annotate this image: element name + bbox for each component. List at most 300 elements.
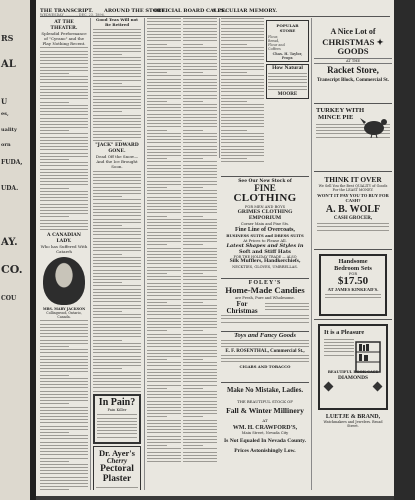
text-line	[40, 121, 88, 122]
text-line	[40, 324, 88, 325]
ad-body	[321, 293, 385, 298]
text-line	[40, 79, 88, 80]
text-line	[147, 362, 181, 363]
text-line	[40, 162, 88, 163]
text-line	[97, 437, 137, 438]
text-line	[183, 251, 217, 252]
text-line	[93, 368, 122, 369]
text-line	[93, 343, 141, 344]
text-line	[183, 257, 217, 258]
text-line	[147, 149, 181, 150]
text-line	[317, 230, 389, 231]
text-line	[265, 309, 309, 310]
text-line	[93, 228, 141, 229]
text-line	[147, 177, 181, 178]
text-line	[40, 191, 88, 192]
ad-headline: Home-Made Candies	[225, 285, 305, 296]
text-line	[147, 37, 181, 38]
text-line	[147, 461, 181, 462]
text-line	[40, 200, 88, 201]
ad-address: Transcript Block, Commercial St.	[317, 77, 389, 83]
text-line	[183, 228, 217, 229]
text-line	[221, 63, 264, 64]
column-rule	[144, 18, 145, 490]
text-line	[93, 301, 141, 302]
text-line	[147, 327, 181, 328]
text-line	[40, 429, 88, 430]
text-line	[93, 57, 141, 58]
text-line	[147, 24, 181, 25]
text-line	[183, 273, 203, 274]
text-line	[147, 142, 181, 143]
text-line	[147, 101, 167, 102]
article-heading: "JACK" EDWARD GONE.	[95, 143, 139, 154]
text-line	[147, 107, 181, 108]
text-line	[183, 388, 203, 389]
pain-killer-ad	[93, 394, 141, 444]
text-line	[268, 82, 307, 83]
text-line	[147, 378, 181, 379]
text-line	[183, 177, 217, 178]
text-line	[147, 72, 167, 73]
column-rule	[219, 18, 220, 158]
text-line	[183, 139, 217, 140]
text-line	[268, 86, 307, 87]
text-line	[93, 89, 141, 90]
text-line	[147, 130, 167, 131]
text-line	[40, 216, 69, 217]
text-line	[40, 194, 88, 195]
text-line	[93, 257, 141, 258]
text-line	[183, 142, 217, 143]
ad-line: NECKTIES, GLOVES, UMBRELLAS.	[232, 264, 298, 269]
text-line	[183, 95, 217, 96]
text-line	[40, 435, 88, 436]
text-line	[147, 276, 181, 277]
text-line	[147, 413, 181, 414]
article-body	[221, 18, 264, 162]
text-line	[221, 104, 264, 105]
text-line	[93, 86, 141, 87]
text-line	[183, 340, 217, 341]
text-line	[183, 299, 217, 300]
text-line	[324, 351, 354, 352]
text-line	[147, 410, 181, 411]
text-line	[183, 378, 217, 379]
text-line	[40, 327, 88, 328]
text-line	[183, 222, 217, 223]
text-line	[183, 429, 217, 430]
text-line	[93, 254, 122, 255]
prev-page-text: es,	[1, 111, 9, 117]
text-line	[40, 82, 88, 83]
ad-store-name: AT JAMES KINKEAD'S.	[327, 286, 379, 292]
ad-body	[221, 355, 309, 362]
text-line	[183, 254, 217, 255]
text-line	[93, 51, 141, 52]
text-line	[183, 455, 217, 456]
text-line	[40, 480, 88, 481]
text-line	[93, 311, 122, 312]
text-line	[221, 355, 309, 356]
text-line	[183, 404, 217, 405]
text-line	[183, 66, 217, 67]
text-line	[183, 155, 217, 156]
text-line	[147, 91, 181, 92]
text-line	[221, 47, 264, 48]
text-line	[97, 430, 137, 431]
text-line	[221, 107, 264, 108]
text-line	[93, 381, 141, 382]
text-line	[40, 378, 88, 379]
text-line	[93, 270, 141, 271]
text-line	[324, 339, 354, 340]
text-line	[221, 98, 264, 99]
text-line	[183, 85, 217, 86]
text-line	[93, 99, 141, 100]
text-line	[183, 107, 217, 108]
text-line	[93, 263, 141, 264]
text-line	[183, 359, 203, 360]
text-line	[147, 391, 181, 392]
text-line	[183, 279, 217, 280]
text-line	[40, 197, 88, 198]
text-line	[221, 318, 309, 319]
text-line	[40, 63, 88, 64]
text-line	[183, 225, 217, 226]
text-line	[183, 47, 217, 48]
text-line	[40, 410, 88, 411]
text-line	[40, 220, 88, 221]
ad-headline: Bedroom Sets	[334, 264, 372, 272]
text-line	[93, 29, 141, 30]
text-line	[221, 133, 264, 134]
text-line	[93, 238, 141, 239]
text-line	[183, 69, 217, 70]
text-line	[40, 381, 88, 382]
text-line	[147, 206, 181, 207]
col3-heading: OFFICIAL BOARD CALLS.	[154, 8, 227, 14]
article-body	[183, 18, 217, 462]
text-line	[147, 270, 181, 271]
popular-store-ad	[266, 20, 309, 62]
text-line	[183, 381, 217, 382]
text-line	[40, 76, 88, 77]
ad-store-name: A. B. WOLF	[325, 204, 381, 216]
text-line	[183, 114, 217, 115]
text-line	[93, 365, 141, 366]
ad-body	[265, 303, 309, 313]
text-line	[40, 333, 88, 334]
text-line	[40, 98, 88, 99]
ad-subline: Pain Killer	[107, 408, 127, 413]
text-line	[93, 118, 141, 119]
ad-line: BEAUTIFUL BOOK CASE	[327, 369, 379, 374]
text-line	[147, 251, 181, 252]
ad-headline: Plaster	[102, 474, 132, 485]
text-line	[147, 56, 181, 57]
text-line	[183, 270, 217, 271]
text-line	[40, 60, 88, 61]
text-line	[93, 336, 141, 337]
text-line	[183, 200, 217, 201]
text-line	[147, 423, 181, 424]
text-line	[93, 83, 122, 84]
article-body	[40, 47, 88, 230]
text-line	[221, 149, 264, 150]
text-line	[93, 234, 141, 235]
text-line	[183, 133, 217, 134]
column-1	[40, 18, 88, 490]
text-line	[97, 433, 137, 434]
text-line	[40, 461, 69, 462]
text-line	[221, 79, 264, 80]
ads-column-right	[314, 18, 392, 490]
text-line	[147, 254, 181, 255]
text-line	[40, 470, 88, 471]
text-line	[183, 375, 217, 376]
text-line	[97, 427, 137, 428]
text-line	[221, 340, 309, 341]
text-line	[183, 193, 217, 194]
text-line	[93, 108, 141, 109]
text-line	[183, 397, 217, 398]
text-line	[183, 63, 217, 64]
text-line	[40, 454, 88, 455]
ad-body	[96, 487, 138, 490]
text-line	[40, 213, 88, 214]
text-line	[147, 420, 181, 421]
ad-headline: THINK IT OVER	[324, 175, 382, 184]
turkey-icon	[360, 114, 388, 138]
article-subheading: Dead Off the Snow—And the Ice Brought Soon.	[95, 154, 139, 169]
previous-page-fragment	[0, 0, 30, 500]
text-line	[183, 91, 217, 92]
text-line	[183, 321, 217, 322]
text-line	[147, 436, 181, 437]
text-line	[93, 384, 141, 385]
text-line	[221, 95, 264, 96]
text-line	[147, 397, 181, 398]
ad-line: Soft and Stiff Hats	[238, 249, 291, 255]
ad-line: CASH GROCER,	[333, 215, 373, 221]
text-line	[40, 477, 88, 478]
text-line	[147, 40, 181, 41]
ad-line: FOR	[348, 272, 358, 277]
text-line	[183, 283, 217, 284]
ad-body	[221, 315, 309, 322]
foley-candies-ad	[221, 278, 309, 330]
text-line	[147, 299, 181, 300]
text-line	[40, 426, 88, 427]
text-line	[147, 181, 181, 182]
text-line	[221, 53, 264, 54]
text-line	[40, 320, 88, 321]
text-line	[93, 193, 141, 194]
text-line	[183, 330, 203, 331]
text-line	[183, 314, 217, 315]
text-line	[183, 334, 217, 335]
text-line	[147, 190, 181, 191]
text-line	[221, 101, 247, 102]
text-line	[221, 40, 264, 41]
text-line	[93, 121, 141, 122]
text-line	[183, 413, 217, 414]
text-line	[93, 349, 141, 350]
text-line	[147, 346, 181, 347]
text-line	[40, 156, 88, 157]
dateline: WEDNESDAY ............ DEC. 23, 1896.	[40, 13, 105, 17]
text-line	[183, 423, 217, 424]
text-line	[221, 110, 264, 111]
text-line	[40, 111, 88, 112]
text-line	[147, 123, 181, 124]
ad-headline: Fall & Winter Millinery	[226, 406, 304, 416]
text-line	[40, 73, 69, 74]
text-line	[147, 260, 181, 261]
text-line	[93, 199, 141, 200]
ad-line: AT THE	[314, 58, 392, 64]
text-line	[40, 384, 88, 385]
text-line	[93, 387, 141, 388]
book-case-icon	[353, 340, 383, 374]
turkey-ad	[314, 108, 392, 172]
text-line	[93, 266, 141, 267]
crawford-millinery-ad	[221, 382, 309, 492]
text-line	[93, 317, 141, 318]
text-line	[183, 461, 217, 462]
text-line	[183, 350, 217, 351]
text-line	[221, 44, 247, 45]
ad-body	[221, 340, 309, 347]
text-line	[93, 327, 141, 328]
text-line	[183, 88, 217, 89]
text-line	[147, 340, 181, 341]
text-line	[40, 114, 88, 115]
portrait-caption-place: Collingwood, Ontario, Canada.	[46, 310, 82, 319]
text-line	[96, 487, 138, 488]
ayer-plaster-ad	[93, 446, 141, 490]
text-line	[93, 308, 141, 309]
text-line	[147, 416, 167, 417]
text-line	[221, 24, 264, 25]
text-line	[147, 63, 181, 64]
text-line	[183, 216, 203, 217]
ad-line: Watchmakers and Jewelers. Broad Street.	[323, 420, 383, 429]
text-line	[40, 368, 88, 369]
text-line	[40, 391, 88, 392]
ad-headline: CHRISTMAS ✦ GOODS	[322, 37, 384, 57]
text-line	[183, 305, 217, 306]
text-line	[147, 28, 181, 29]
text-line	[183, 82, 217, 83]
racket-store-ad	[314, 28, 392, 104]
text-line	[183, 126, 217, 127]
text-line	[183, 197, 217, 198]
text-line	[183, 146, 217, 147]
text-line	[147, 158, 167, 159]
text-line	[93, 391, 141, 392]
prev-page-text: FUDA,	[1, 159, 23, 166]
text-line	[40, 346, 69, 347]
portrait-engraving	[43, 257, 85, 305]
text-line	[183, 152, 217, 153]
text-line	[147, 152, 181, 153]
text-line	[183, 165, 217, 166]
text-line	[183, 356, 217, 357]
text-line	[221, 158, 247, 159]
ad-item: Flour and	[268, 43, 285, 48]
text-line	[147, 31, 181, 32]
text-line	[40, 438, 88, 439]
text-line	[93, 285, 141, 286]
article-subheading: Who has Suffered With Catarrh	[40, 244, 88, 254]
text-line	[183, 50, 217, 51]
text-line	[183, 318, 217, 319]
text-line	[183, 120, 217, 121]
text-line	[183, 75, 217, 76]
text-line	[183, 292, 217, 293]
text-line	[40, 442, 88, 443]
text-line	[93, 73, 141, 74]
text-line	[147, 311, 181, 312]
text-line	[40, 371, 88, 372]
text-line	[147, 114, 181, 115]
text-line	[221, 75, 264, 76]
text-line	[147, 330, 167, 331]
text-line	[183, 410, 217, 411]
text-line	[183, 130, 203, 131]
text-line	[147, 197, 181, 198]
ad-line: See Our New Stock of	[238, 179, 292, 184]
text-line	[183, 59, 217, 60]
text-line	[183, 448, 217, 449]
text-line	[221, 50, 264, 51]
text-line	[93, 174, 141, 175]
text-line	[147, 359, 167, 360]
text-line	[183, 123, 217, 124]
text-line	[183, 168, 217, 169]
text-line	[183, 98, 217, 99]
text-line	[40, 165, 88, 166]
rosenthal-toys-ad	[221, 331, 309, 381]
col4-heading: A PECULIAR MEMORY.	[212, 8, 278, 14]
text-line	[147, 203, 181, 204]
text-line	[40, 89, 88, 90]
column-rule	[90, 18, 91, 490]
text-line	[93, 314, 141, 315]
text-line	[221, 88, 264, 89]
text-line	[40, 359, 88, 360]
text-line	[93, 298, 141, 299]
text-line	[40, 330, 88, 331]
text-line	[147, 238, 181, 239]
ad-store-name: GRIMES CLOTHING EMPORIUM	[237, 208, 293, 221]
text-line	[97, 414, 137, 415]
text-line	[147, 302, 167, 303]
text-line	[147, 50, 181, 51]
text-line	[183, 426, 217, 427]
text-line	[183, 346, 217, 347]
ad-body	[320, 339, 354, 356]
text-line	[183, 31, 217, 32]
text-line	[324, 355, 354, 356]
text-line	[147, 337, 181, 338]
text-line	[93, 356, 141, 357]
text-line	[147, 104, 181, 105]
text-line	[183, 203, 217, 204]
prev-page-text: U	[1, 97, 8, 106]
